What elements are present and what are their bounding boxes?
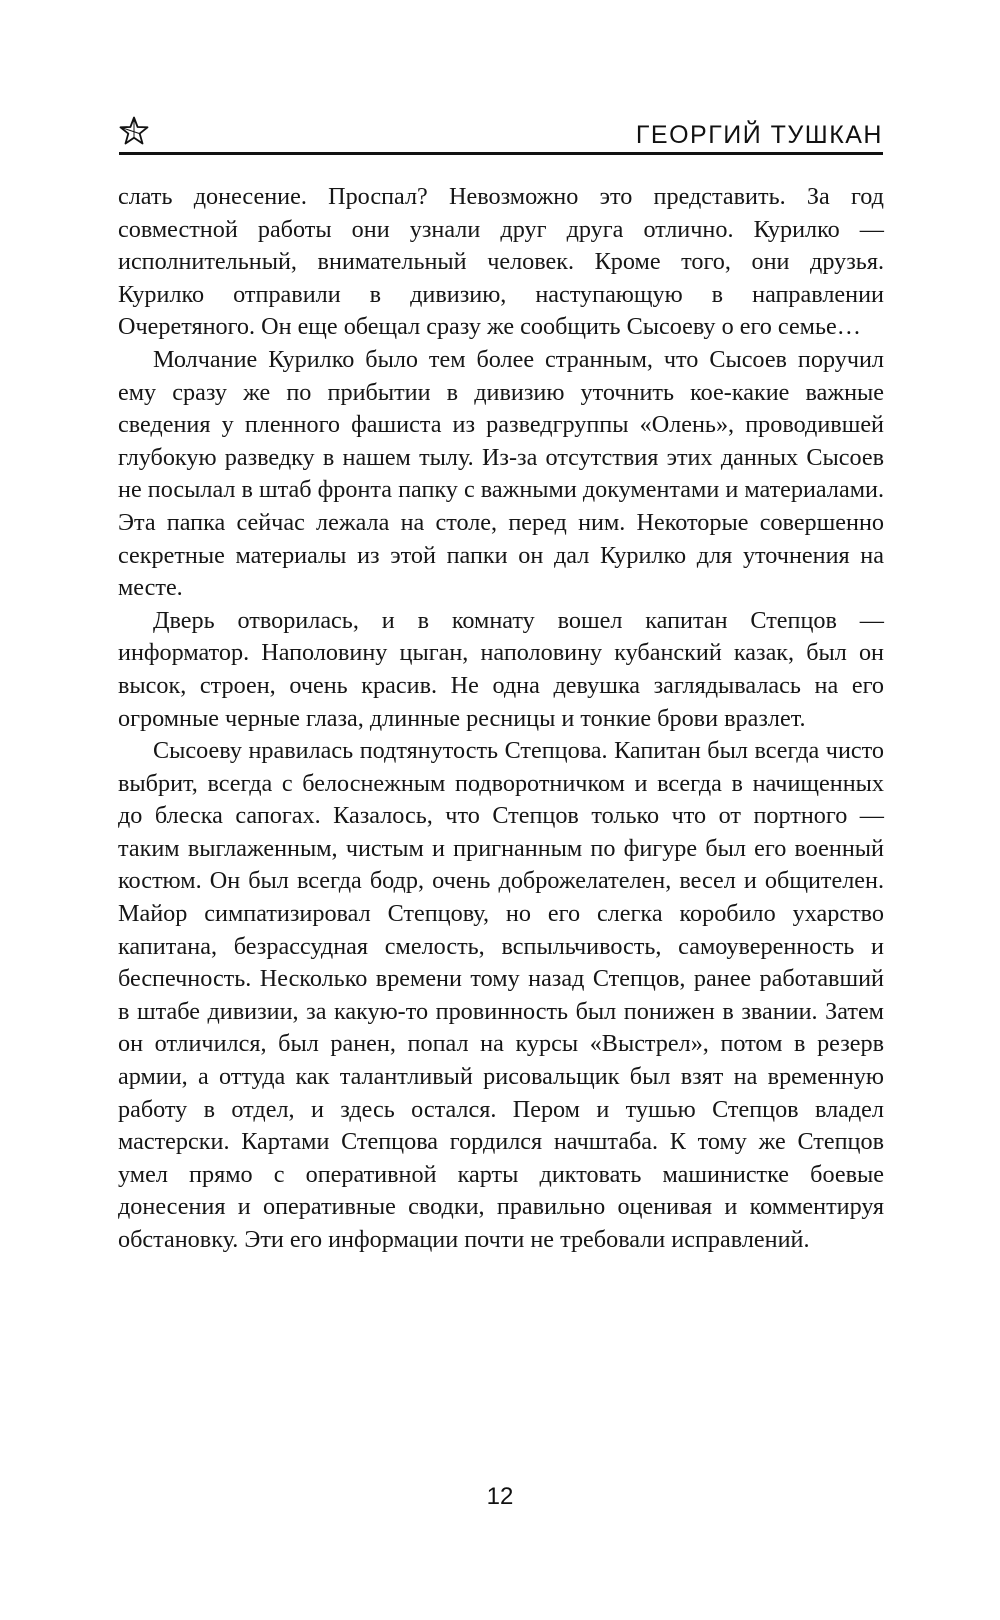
- page-number: 12: [486, 1483, 514, 1510]
- running-header: [119, 108, 883, 158]
- book-author: ГЕОРГИЙ ТУШКАН: [635, 121, 883, 149]
- paragraph-3: Дверь отворилась, и в комнату вошел капитан Степцов — информатор. Наполовину цыган, наполовину кубанский казак, был он высок, строен, очень красив. Не одна девушка заглядывалась на его огромные черные глаза, длинные ресницы и тонкие брови вразлет.: [118, 606, 884, 732]
- paragraph-1: слать донесение. Проспал? Невозможно это представить. За год совместной работы они узнали друг друга отлично. Курилко — исполнительный, внимательный человек. Кроме того, они друзья. Курилко отправили в дивизию, наступающую в направлении Очеретяного. Он еще обещал сразу же сообщить Сысоеву о его семье…: [118, 183, 884, 341]
- paragraph-4: Сысоеву нравилась подтянутость Степцова. Капитан был всегда чисто выбрит, всегда с белоснежным подворотничком и всегда в начищенных до блеска сапогах. Казалось, что Степцов только что от портного — таким выглаженным, чистым и пригнанным по фигуре был его военный костюм. Он был всегда бодр, очень доброжелателен, весел и общителен. Майор симпатизировал Степцову, но его слегка коробило ухарство капитана, безрассудная смелость, вспыльчивость, самоуверенность и беспечность. Несколько времени тому назад Степцов, ранее работавший в штабе дивизии, за какую-то провинность был понижен в звании. Затем он отличился, был ранен, попал на курсы «Выстрел», потом в резерв армии, а оттуда как талантливый рисовальщик был взят на временную работу в отдел, и здесь остался. Пером и тушью Степцов владел мастерски. Картами Степцова гордился начштаба. К тому же Степцов умел прямо с оперативной карты диктовать машинистке боевые донесения и оперативные сводки, правильно оценивая и комментируя обстановку. Эти его информации почти не требовали исправлений.: [118, 737, 884, 1253]
- header-rule: [119, 152, 883, 155]
- star-outline-icon: [119, 116, 149, 146]
- paragraph-2: Молчание Курилко было тем более странным, что Сысоев поручил ему сразу же по прибытии в дивизию уточнить кое-какие важные сведения у пленного фашиста из разведгруппы «Олень», проводившей глубокую разведку в нашем тылу. Из-за отсутствия этих данных Сысоев не посылал в штаб фронта папку с важными документами и материалами. Эта папка сейчас лежала на столе, перед ним. Некоторые совершенно секретные материалы из этой папки он дал Курилко для уточнения на месте.: [118, 345, 884, 602]
- body-text: [118, 181, 884, 1257]
